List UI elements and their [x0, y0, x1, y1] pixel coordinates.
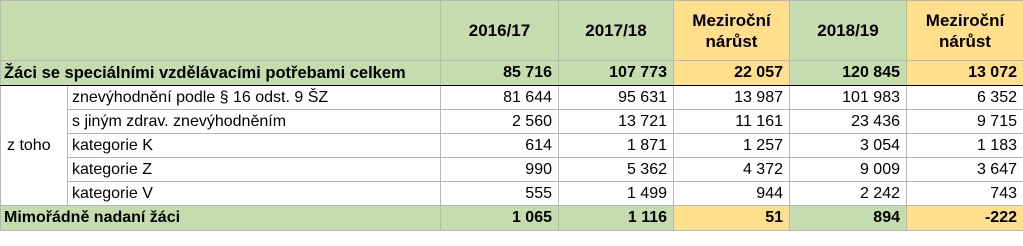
gifted-value-2017-18: 1 116: [559, 206, 674, 231]
cell-value: 4 372: [674, 158, 790, 182]
header-2018-19: 2018/19: [790, 1, 907, 61]
total-value-growth-1: 22 057: [674, 61, 790, 86]
total-value-2017-18: 107 773: [559, 61, 674, 86]
gifted-value-growth-1: 51: [674, 206, 790, 231]
cell-value: 944: [674, 182, 790, 206]
cell-value: 101 983: [790, 86, 907, 110]
cell-value: 9 715: [907, 110, 1023, 134]
cell-value: 95 631: [559, 86, 674, 110]
row-label: kategorie Z: [68, 158, 441, 182]
row-label: znevýhodnění podle § 16 odst. 9 ŠZ: [68, 86, 441, 110]
header-growth-2: [907, 1, 1023, 61]
header-growth-1-text: Meziroční nárůst: [692, 10, 771, 51]
header-2017-18: 2017/18: [559, 1, 674, 61]
cell-value: 1 183: [907, 134, 1023, 158]
cell-value: 13 987: [674, 86, 790, 110]
cell-value: 11 161: [674, 110, 790, 134]
cell-value: 6 352: [907, 86, 1023, 110]
row-label: s jiným zdrav. znevýhodněním: [68, 110, 441, 134]
total-row: [1, 61, 1023, 86]
cell-value: 2 242: [790, 182, 907, 206]
gifted-value-2016-17: 1 065: [441, 206, 559, 231]
cell-value: 555: [441, 182, 559, 206]
cell-value: 1 871: [559, 134, 674, 158]
total-value-growth-2: 13 072: [907, 61, 1023, 86]
cell-value: 13 721: [559, 110, 674, 134]
gifted-value-growth-2: -222: [907, 206, 1023, 231]
header-2016-17: 2016/17: [441, 1, 559, 61]
total-value-2016-17: 85 716: [441, 61, 559, 86]
row-label: kategorie K: [68, 134, 441, 158]
cell-value: 1 499: [559, 182, 674, 206]
row-label: kategorie V: [68, 182, 441, 206]
header-growth-2-text: Meziroční nárůst: [925, 10, 1005, 51]
table-row: [1, 158, 1023, 182]
gifted-row-label: Mimořádně nadaní žáci: [1, 206, 441, 231]
table-row: [1, 86, 1023, 110]
cell-value: 990: [441, 158, 559, 182]
cell-value: 3 647: [907, 158, 1023, 182]
gifted-value-2018-19: 894: [790, 206, 907, 231]
cell-value: 614: [441, 134, 559, 158]
cell-value: 3 054: [790, 134, 907, 158]
cell-value: 743: [907, 182, 1023, 206]
header-corner-cell: [1, 1, 441, 61]
cell-value: 2 560: [441, 110, 559, 134]
table-row: [1, 182, 1023, 206]
cell-value: 5 362: [559, 158, 674, 182]
total-row-label: Žáci se speciálními vzdělávacími potřebami celkem: [1, 61, 441, 86]
header-growth-1: [674, 1, 790, 61]
cell-value: 1 257: [674, 134, 790, 158]
group-label: z toho: [1, 86, 68, 206]
header-row: [1, 1, 1023, 61]
cell-value: 9 009: [790, 158, 907, 182]
cell-value: 23 436: [790, 110, 907, 134]
cell-value: 81 644: [441, 86, 559, 110]
table-row: [1, 134, 1023, 158]
gifted-row: [1, 206, 1023, 231]
table-row: [1, 110, 1023, 134]
total-value-2018-19: 120 845: [790, 61, 907, 86]
